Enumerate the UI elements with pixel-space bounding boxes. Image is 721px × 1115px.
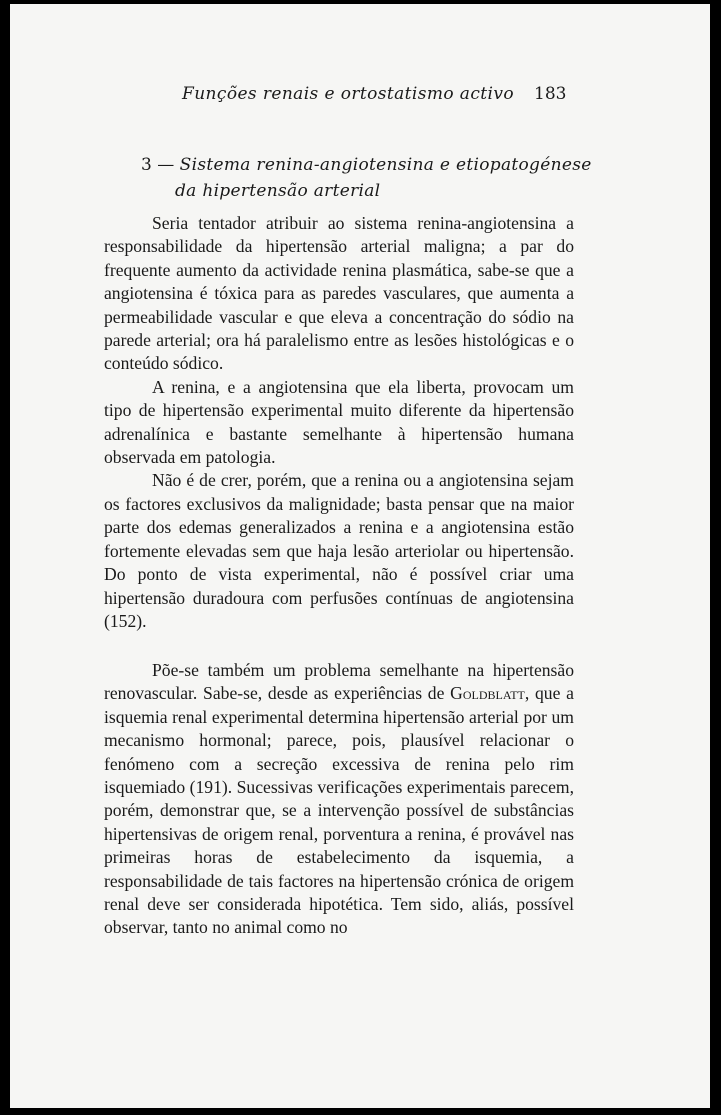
running-title: Funções renais e ortostatismo activo bbox=[182, 84, 514, 104]
section-number: 3 — bbox=[141, 155, 175, 175]
paragraph bbox=[104, 659, 574, 940]
paragraph: Não é de crer, porém, que a renina ou a angiotensina sejam os factores exclusivos da malignidade; basta pensar que na maior parte dos edemas generalizados a renina e a angiotensina estão fortemente elevadas sem que haja lesão arteriolar ou hipertensão. Do ponto de vista experimental, não é possível criar uma hipertensão duradoura com perfusões contínuas de angiotensina (152). bbox=[104, 470, 574, 631]
paragraph: A renina, e a angiotensina que ela liberta, provocam um tipo de hipertensão experimental muito diferente da hipertensão adrenalínica e bastante semelhante à hipertensão humana observada em patologia. bbox=[104, 376, 574, 468]
paragraph-text-end: , que a isquemia renal experimental determina hipertensão arterial por um mecanismo hormonal; parece, pois, plausível relacionar o fenómeno com a secreção excessiva de renina pelo rim isquemiado (191). Sucessivas verificações experimentais parecem, porém, demonstrar que, se a intervenção possível de substâncias hipertensivas de origem renal, porventura a renina, é provável nas primeiras horas de estabelecimento da isquemia, a responsabilidade de tais factores na hipertensão crónica de origem renal deve ser considerada hipotética. Tem sido, aliás, possível observar, tanto no animal como no bbox=[104, 683, 574, 938]
running-header bbox=[10, 84, 710, 114]
paragraph: Seria tentador atribuir ao sistema renina-angiotensina a responsabilidade da hipertensão arterial maligna; a par do frequente aumento da actividade renina plasmática, sabe-se que a angiotensina é tóxica para as paredes vasculares, que aumenta a permeabilidade vascular e que eleva a concentração do sódio na parede arterial; ora há paralelismo entre as lesões histológicas e o conteúdo sódico. bbox=[104, 213, 574, 374]
paragraph-text-start: Põe-se também um problema semelhante na hipertensão renovascular. Sabe-se, desde as experiências de bbox=[104, 660, 574, 704]
text-block-1 bbox=[104, 212, 574, 633]
author-name: Goldblatt bbox=[450, 683, 525, 704]
page-number: 183 bbox=[534, 84, 567, 104]
section-title: Sistema renina-angiotensina e etiopatogénese da hipertensão arterial bbox=[175, 155, 592, 201]
section-heading bbox=[141, 152, 615, 204]
book-page bbox=[10, 4, 710, 1108]
text-block-2 bbox=[104, 659, 574, 940]
